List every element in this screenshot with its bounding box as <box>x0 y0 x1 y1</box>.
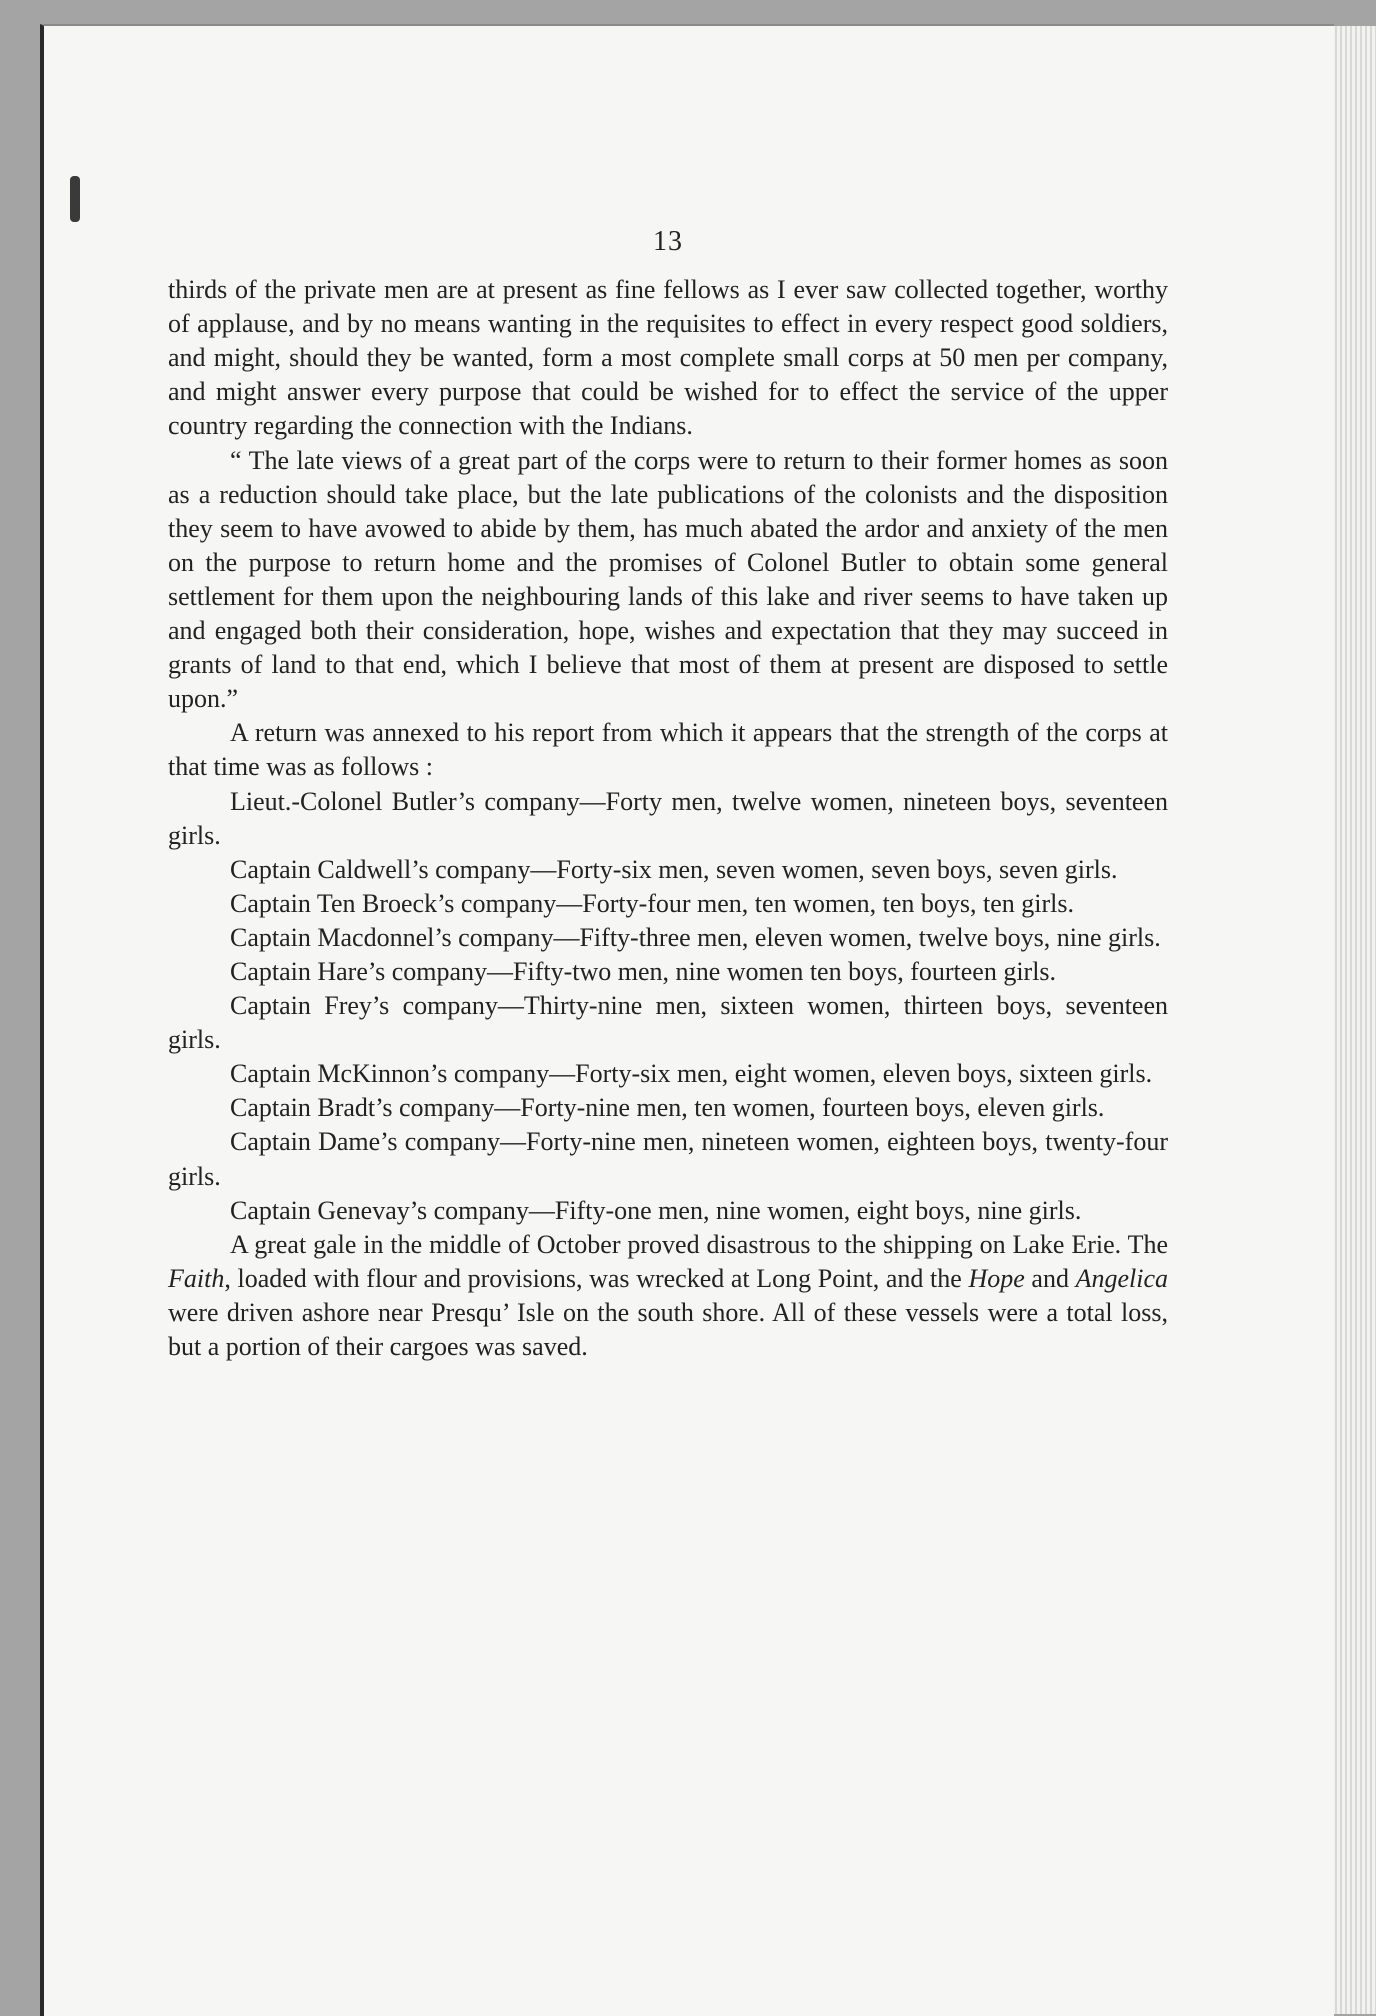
ship-name: Faith <box>168 1263 225 1293</box>
binding-mark <box>70 176 80 222</box>
paragraph: A return was annexed to his report from which it appears that the strength of the corps at that time was as follows : <box>168 718 1168 782</box>
company-entry: Captain Hare’s company—Fifty-two men, nine women ten boys, fourteen girls. <box>230 956 1057 986</box>
page-number: 13 <box>653 226 683 257</box>
company-entry: Captain Dame’s company—Forty-nine men, nineteen women, eighteen boys, twenty-four girls. <box>168 1127 1168 1191</box>
ship-name: Hope <box>968 1263 1025 1293</box>
company-entry: Captain Macdonnel’s company—Fifty-three men, eleven women, twelve boys, nine girls. <box>230 922 1161 952</box>
company-entry: Captain Bradt’s company—Forty-nine men, ten women, fourteen boys, eleven girls. <box>230 1093 1105 1123</box>
company-entry: Lieut.-Colonel Butler’s company—Forty men, twelve women, nineteen boys, seventeen girls. <box>168 786 1168 850</box>
paragraph: “ The late views of a great part of the corps were to return to their former homes as soon as a reduction should take place, but the late publications of the colonists and the disposition they seem to have avowed to abide by them, has much abated the ardor and anxiety of the men on the purpose to return home and the promises of Colonel Butler to obtain some general settlement for them upon the neighbouring lands of this lake and river seems to have taken up and engaged both their consideration, hope, wishes and expectation that they may succeed in grants of land to that end, which I believe that most of them at present are disposed to settle upon.” <box>168 445 1168 714</box>
paragraph: thirds of the private men are at present as fine fellows as I ever saw collected together, worthy of applause, and by no means wanting in the requisites to effect in every respect good soldiers, and might, should they be wanted, form a most complete small corps at 50 men per company, and might answer every purpose that could be wished for to effect the service of the upper country regarding the connection with the Indians. <box>168 275 1168 441</box>
company-entry: Captain Ten Broeck’s company—Forty-four men, ten women, ten boys, ten girls. <box>230 888 1074 918</box>
gale-paragraph <box>168 1228 1168 1364</box>
text-span: A great gale in the middle of October proved disastrous to the shipping on Lake Erie. The <box>230 1229 1168 1259</box>
page-text <box>168 225 1168 1364</box>
text-span: , loaded with flour and provisions, was wrecked at Long Point, and the <box>224 1263 969 1293</box>
ship-name: Angelica <box>1075 1263 1169 1293</box>
company-entry: Captain Caldwell’s company—Forty-six men, seven women, seven boys, seven girls. <box>230 854 1118 884</box>
company-entry: Captain McKinnon’s company—Forty-six men, eight women, eleven boys, sixteen girls. <box>230 1059 1153 1089</box>
text-span: and <box>1024 1263 1076 1293</box>
company-entry: Captain Genevay’s company—Fifty-one men, nine women, eight boys, nine girls. <box>230 1195 1082 1225</box>
company-entry: Captain Frey’s company—Thirty-nine men, sixteen women, thirteen boys, seventeen girls. <box>168 991 1168 1055</box>
text-span: were driven ashore near Presqu’ Isle on the south shore. All of these vessels were a total loss, but a portion of their cargoes was saved. <box>168 1297 1168 1361</box>
